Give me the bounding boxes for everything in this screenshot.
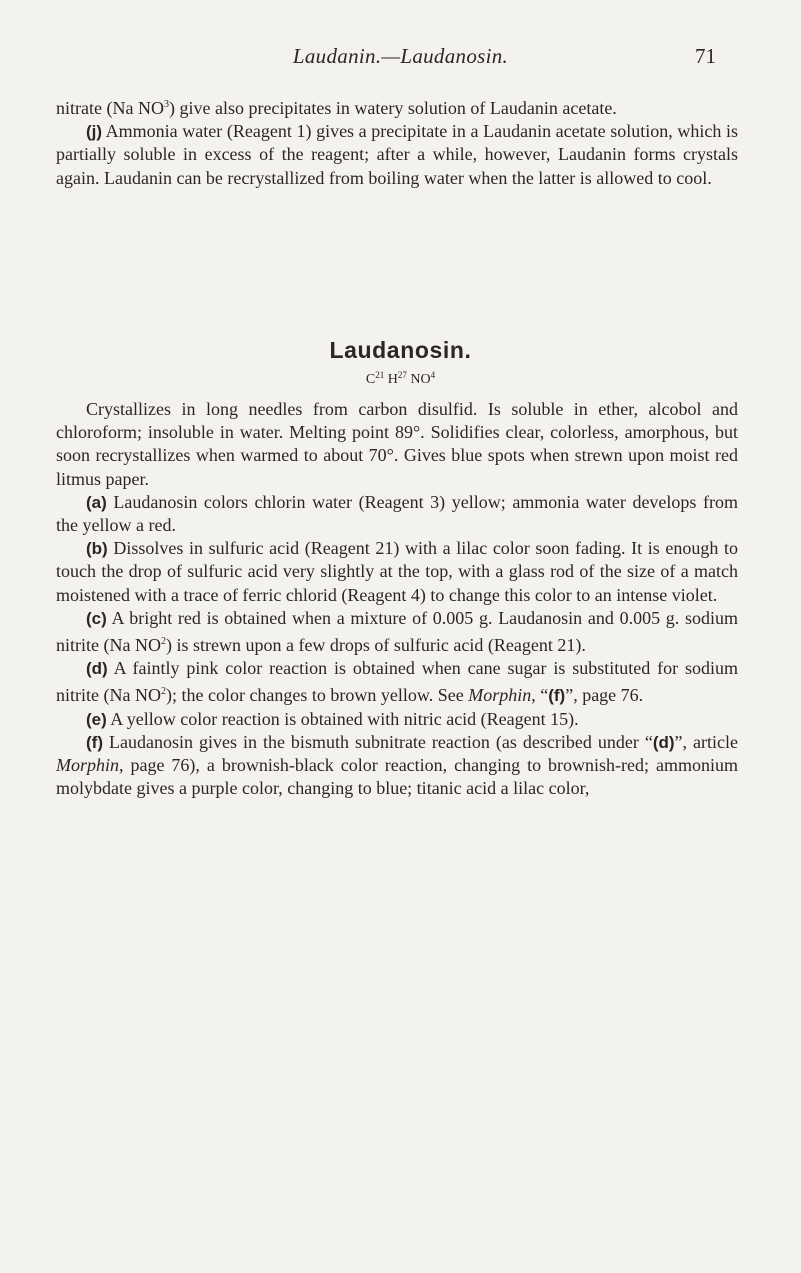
item-label-f: (f) xyxy=(86,732,103,752)
paragraph-d: (d) A faintly pink color reaction is obtained when cane sugar is substituted for sodium nitrite (Na $NO^2$); the color changes to brown yellow. See Morphin, “(f)”, page 76. xyxy=(56,658,738,706)
chemical-formula: $C^{21}$ $H^{27}$ $NO^4$ xyxy=(365,370,436,387)
running-title: Laudanin.—Laudanosin. xyxy=(292,44,509,68)
paragraph-e: (e) A yellow color reaction is obtained with nitric acid (Reagent 15). xyxy=(86,708,579,729)
paragraph-j: (j) Ammonia water (Reagent 1) gives a precipitate in a Laudanin acetate solution, which is partially soluble in excess of the reagent; after a while, however, Laudanin forms crystals again. Laudanin can be recrystallized from boiling water when the latter is allowed to cool. xyxy=(56,121,738,188)
item-label-d: (d) xyxy=(86,659,108,679)
paragraph-c: (c) A bright red is obtained when a mixture of 0.005 g. Laudanosin and 0.005 g. sodium nitrite (Na $NO^2$) is strewn upon a few drops of sulfuric acid (Reagent 21). xyxy=(56,607,738,656)
item-label-c: (c) xyxy=(86,608,107,628)
top-text-block xyxy=(56,93,738,190)
item-label-e: (e) xyxy=(86,709,107,729)
page-number: 71 xyxy=(695,44,716,68)
item-label-a: (a) xyxy=(86,492,107,512)
page-header xyxy=(0,44,801,70)
section-heading: Laudanosin. xyxy=(329,337,472,363)
item-label-b: (b) xyxy=(86,539,108,559)
item-label-j: (j) xyxy=(86,122,103,142)
paragraph-nitrate: nitrate (Na $NO^3$) give also precipitates in watery solution of Laudanin acetate. xyxy=(56,98,617,118)
paragraph-a: (a) Laudanosin colors chlorin water (Reagent 3) yellow; ammonia water develops from the yellow a red. xyxy=(56,491,738,536)
paragraph-f: (f) Laudanosin gives in the bismuth subnitrate reaction (as described under “(d)”, article Morphin, page 76), a brownish-black color reaction, changing to brownish-red; ammonium molybdate gives a purple color, changing to blue; titanic acid a lilac color, xyxy=(56,731,738,799)
paragraph-intro: Crystallizes in long needles from carbon disulfid. Is soluble in ether, alcobol and chloroform; insoluble in water. Melting point 89°. Solidifies clear, colorless, amorphous, but soon recrystallizes when warmed to about 70°. Gives blue spots when strewn upon moist red litmus paper. xyxy=(56,399,738,489)
main-text-block xyxy=(56,398,738,800)
paragraph-b: (b) Dissolves in sulfuric acid (Reagent 21) with a lilac color soon fading. It is enough to touch the drop of sulfuric acid very slightly at the top, with a glass rod of the size of a match moistened with a trace of ferric chlorid (Reagent 4) to change this color to an intense violet. xyxy=(56,538,738,605)
